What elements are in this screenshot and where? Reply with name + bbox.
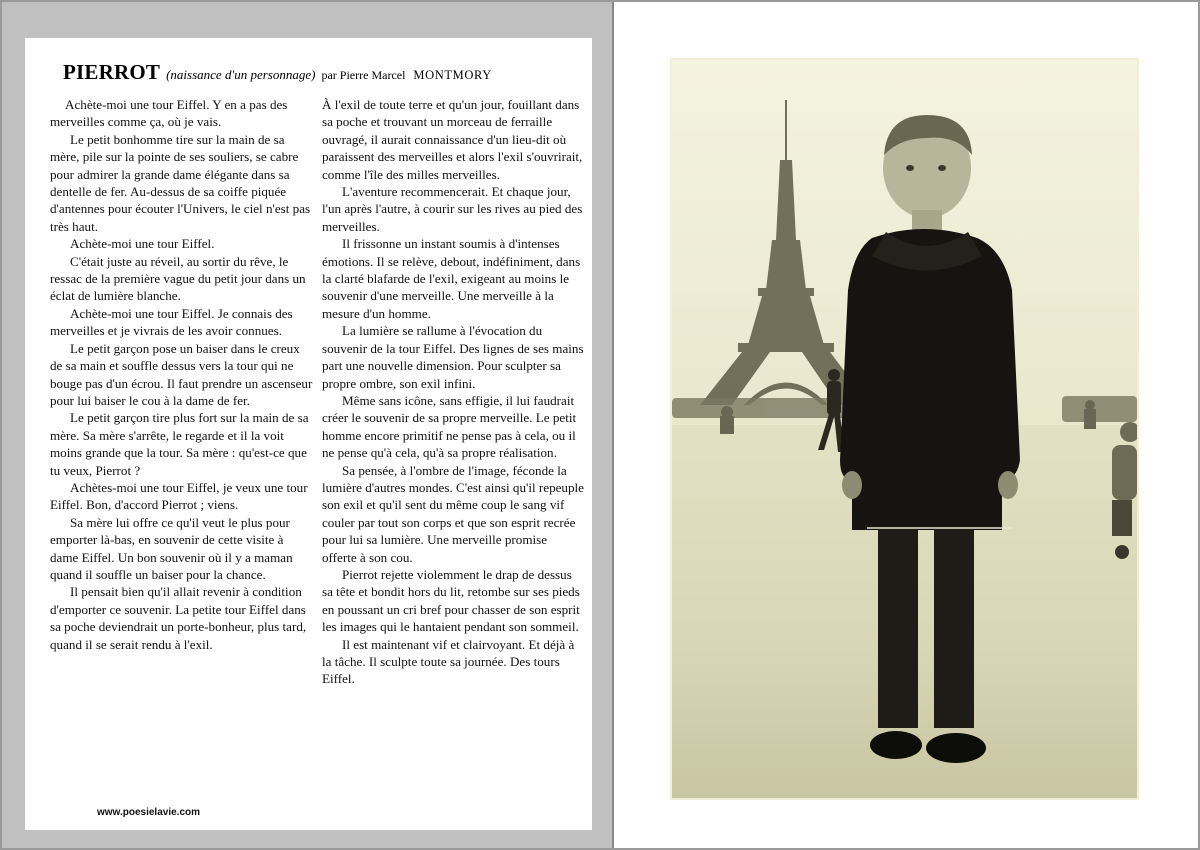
spread-divider xyxy=(612,2,614,848)
paragraph: Le petit garçon pose un baiser dans le creux de sa main et souffle dessus vers la tour qui ne bouge pas d'un écrou. Il faut prendre un ascenseur pour lui baiser le cou à la dame de fer. xyxy=(50,340,313,408)
paragraph: Le petit garçon tire plus fort sur la main de sa mère. Sa mère s'arrête, le regarde et il la voit moins grande que la tour. Sa mère : qu'est-ce que tu veux, Pierrot ? xyxy=(50,410,309,478)
document-subtitle: (naissance d'un personnage) xyxy=(166,67,316,82)
right-text-column xyxy=(322,96,584,688)
paragraph: Achètes-moi une tour Eiffel, je veux une tour Eiffel. Bon, d'accord Pierrot ; viens. xyxy=(50,479,308,513)
paragraph: Sa mère lui offre ce qu'il veut le plus pour emporter là-bas, en souvenir de cette visite à dame Eiffel. Un bon souvenir où il y a maman quand il souffle un baiser pour la chance. xyxy=(50,514,293,582)
paragraph: Pierrot rejette violemment le drap de dessus sa tête et bondit hors du lit, retombe sur ses pieds en poussant un cri bref pour chasser de son esprit les images qui le hantaient pendant son sommeil. xyxy=(322,566,580,635)
paragraph: Le petit bonhomme tire sur la main de sa mère, pile sur la pointe de ses souliers, se cabre pour admirer la grande dame élégante dans sa dentelle de fer. Au-dessus de sa coiffe piquée d'antennes pour écouter l'Univers, le ciel n'est pas très haut. xyxy=(50,131,311,234)
vintage-photo xyxy=(672,60,1137,798)
paragraph: Il est maintenant vif et clairvoyant. Et déjà à la tâche. Il sculpte toute sa journée. Des tours Eiffel. xyxy=(322,636,575,687)
document-title: PIERROT xyxy=(63,60,161,84)
paragraph: Sa pensée, à l'ombre de l'image, féconde la lumière d'autres mondes. C'est ainsi qu'il repeuple son exil et qu'il sent du même coup le sang vif couler par tout son corps et que son esprit recrée pour lui sa lumière. Une merveille promise offerte à son cou. xyxy=(322,462,584,565)
title-line xyxy=(63,60,583,85)
paragraph: Il frissonne un instant soumis à d'intenses émotions. Il se relève, debout, indéfiniment, dans la clarté blafarde de l'exil, exigeant au moins le souvenir d'une merveille. Une merveille à la mesure d'un homme. xyxy=(322,236,581,321)
left-text-column xyxy=(50,96,315,653)
paragraph: C'était juste au réveil, au sortir du rêve, le ressac de la première vague du petit jour dans un éclat de lumière blanche. xyxy=(50,253,306,304)
text-page xyxy=(25,38,592,830)
document-author: MONTMORY xyxy=(413,68,492,82)
paragraph: Même sans icône, sans effigie, il lui faudrait créer le souvenir de sa propre merveille. Le petit homme encore primitif ne pense pas à cela, ou il ne pense qu'à cela, qu'à sa propre réalisation. xyxy=(322,392,577,461)
paragraph: La lumière se rallume à l'évocation du souvenir de la tour Eiffel. Des lignes de ses mains part une nouvelle dimension. Pour sculpter sa propre ombre, son exil infini. xyxy=(322,323,584,391)
paragraph: Achète-moi une tour Eiffel. xyxy=(70,236,215,252)
paragraph: Achète-moi une tour Eiffel. Je connais des merveilles et je vivrais de les avoir connues. xyxy=(50,305,293,339)
paragraph: L'aventure recommencerait. Et chaque jour, l'un après l'autre, à courir sur les rives au pied des merveilles. xyxy=(322,184,583,234)
website-url: www.poesielavie.com xyxy=(97,807,201,818)
photo-illustration xyxy=(672,60,1137,798)
paragraph: Il pensait bien qu'il allait revenir à condition d'emporter ce souvenir. La petite tour Eiffel dans sa poche deviendrait un porte-bonheur, plus tard, quand il se serait rendu à l'exil. xyxy=(50,584,307,652)
left-page-background xyxy=(2,2,612,848)
paragraph: À l'exil de toute terre et qu'un jour, fouillant dans sa poche et trouvant un morceau de ferraille ouvragé, il aurait connaissance d'un lieu-dit où paraissent des merveilles et alors l'exil s'ouvrirait, comme l'île des milles merveilles. xyxy=(322,97,583,182)
paragraph: Achète-moi une tour Eiffel. Y en a pas des merveilles comme ça, où je vais. xyxy=(50,97,288,130)
document-byline: par Pierre Marcel xyxy=(321,68,406,82)
